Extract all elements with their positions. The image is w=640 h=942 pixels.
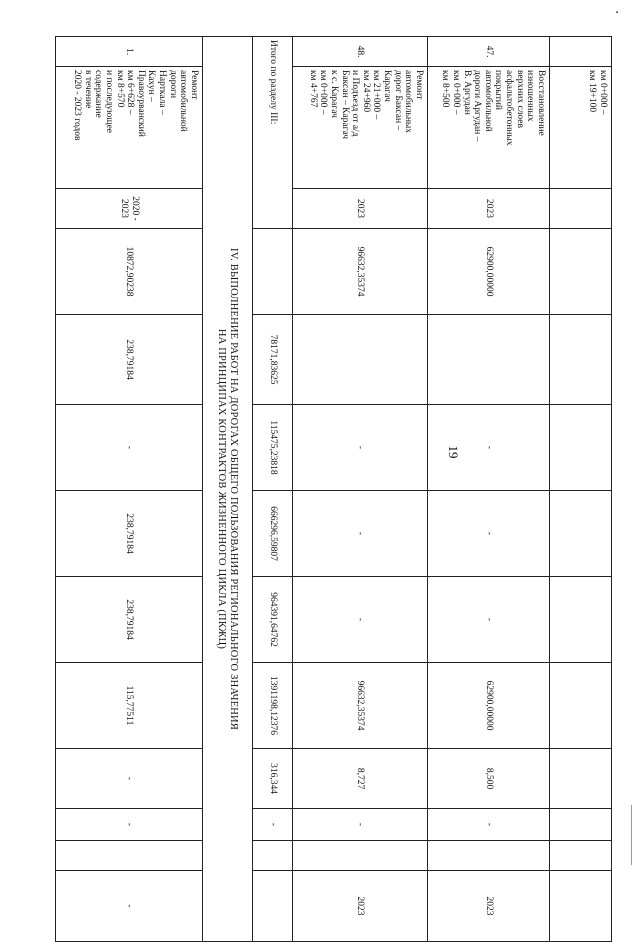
works-table bbox=[55, 36, 612, 942]
scan-edge-line bbox=[631, 805, 632, 865]
total-value-cell: 316,344 bbox=[253, 749, 293, 809]
value-cell: 238,79184 bbox=[56, 315, 203, 405]
value-cell bbox=[550, 315, 612, 405]
value-cell bbox=[56, 841, 203, 871]
value-cell: - bbox=[293, 577, 428, 663]
value-cell bbox=[550, 809, 612, 841]
total-value-cell: 964391,64762 bbox=[253, 577, 293, 663]
value-cell: - bbox=[428, 809, 550, 841]
value-cell: - bbox=[428, 491, 550, 577]
value-cell: 62900,00000 bbox=[428, 663, 550, 749]
value-cell bbox=[550, 577, 612, 663]
section-title-line-2: НА ПРИНЦИПАХ КОНТРАКТОВ ЖИЗНЕННОГО ЦИКЛА (ПКЖЦ) bbox=[216, 328, 228, 650]
total-value-cell bbox=[253, 229, 293, 315]
value-cell: - bbox=[428, 405, 550, 491]
value-cell: 8,727 bbox=[293, 749, 428, 809]
end-year-cell: 2023 bbox=[428, 871, 550, 942]
total-value-cell: 78171,83625 bbox=[253, 315, 293, 405]
total-value-cell bbox=[253, 841, 293, 871]
section-title-line-1: IV. ВЫПОЛНЕНИЕ РАБОТ НА ДОРОГАХ ОБЩЕГО ПОЛЬЗОВАНИЯ РЕГИОНАЛЬНОГО ЗНАЧЕНИЯ bbox=[228, 248, 240, 730]
table-row bbox=[550, 37, 612, 942]
total-value-cell: 1391198,12376 bbox=[253, 663, 293, 749]
value-cell: - bbox=[293, 405, 428, 491]
value-cell: 10872,90238 bbox=[56, 229, 203, 315]
object-description: Восстановление изношенных верхних слоев асфальтобетонных покрытий автомобильной дороги Аргудан – В. Аргудан км 0+000 – км 8+500 bbox=[428, 67, 550, 189]
value-cell: 238,79184 bbox=[56, 491, 203, 577]
total-value-cell: 666296,59807 bbox=[253, 491, 293, 577]
table-row bbox=[428, 37, 550, 942]
value-cell: - bbox=[293, 809, 428, 841]
value-cell: - bbox=[56, 405, 203, 491]
value-cell: - bbox=[56, 809, 203, 841]
value-cell bbox=[550, 841, 612, 871]
value-cell: - bbox=[56, 749, 203, 809]
total-label: Итого по разделу III: bbox=[253, 37, 293, 229]
year-cell: 2020 - 2023 bbox=[56, 189, 203, 229]
value-cell: 238,79184 bbox=[56, 577, 203, 663]
total-row bbox=[253, 37, 293, 942]
rotated-table-frame bbox=[56, 36, 612, 916]
year-cell: 2023 bbox=[428, 189, 550, 229]
value-cell: 96632,35374 bbox=[293, 663, 428, 749]
table-row bbox=[56, 37, 203, 942]
page-number: 19 bbox=[446, 445, 461, 459]
value-cell: - bbox=[428, 577, 550, 663]
row-number bbox=[550, 37, 612, 67]
value-cell bbox=[428, 841, 550, 871]
value-cell bbox=[550, 663, 612, 749]
total-value-cell bbox=[253, 871, 293, 942]
row-number: 1. bbox=[56, 37, 203, 67]
section-heading-row bbox=[203, 37, 253, 942]
value-cell: 96632,35374 bbox=[293, 229, 428, 315]
scan-speck: ▪ bbox=[615, 10, 618, 16]
object-description: Ремонт автомобильных дорог Баксан – Карагач км 21+000 – км 24+960 и Подъезд от а/д Баксан – Карагач к с. Карагач км 0+000 – км 4+767 bbox=[293, 67, 428, 189]
value-cell bbox=[550, 229, 612, 315]
value-cell bbox=[293, 315, 428, 405]
value-cell bbox=[293, 841, 428, 871]
total-value-cell: - bbox=[253, 809, 293, 841]
year-cell: 2023 bbox=[293, 189, 428, 229]
object-description: Ремонт автомобильной дороги Нарткала – Кахун – Правоурванский км 6+628 – км 8+570 и последующее содержание в течение 2020 - 2023 годов bbox=[56, 67, 203, 189]
value-cell: 8,500 bbox=[428, 749, 550, 809]
value-cell bbox=[550, 491, 612, 577]
row-number: 47. bbox=[428, 37, 550, 67]
value-cell: - bbox=[293, 491, 428, 577]
end-year-cell: - bbox=[56, 871, 203, 942]
object-description: км 0+000 – км 19+100 bbox=[550, 67, 612, 189]
value-cell: 115,77511 bbox=[56, 663, 203, 749]
value-cell bbox=[428, 315, 550, 405]
section-title bbox=[203, 37, 253, 942]
row-number: 48. bbox=[293, 37, 428, 67]
year-cell bbox=[550, 189, 612, 229]
value-cell: 62900,00000 bbox=[428, 229, 550, 315]
total-value-cell: 115475,23818 bbox=[253, 405, 293, 491]
end-year-cell: 2023 bbox=[293, 871, 428, 942]
end-year-cell bbox=[550, 871, 612, 942]
table-container bbox=[56, 36, 612, 916]
value-cell bbox=[550, 405, 612, 491]
table-row bbox=[293, 37, 428, 942]
value-cell bbox=[550, 749, 612, 809]
